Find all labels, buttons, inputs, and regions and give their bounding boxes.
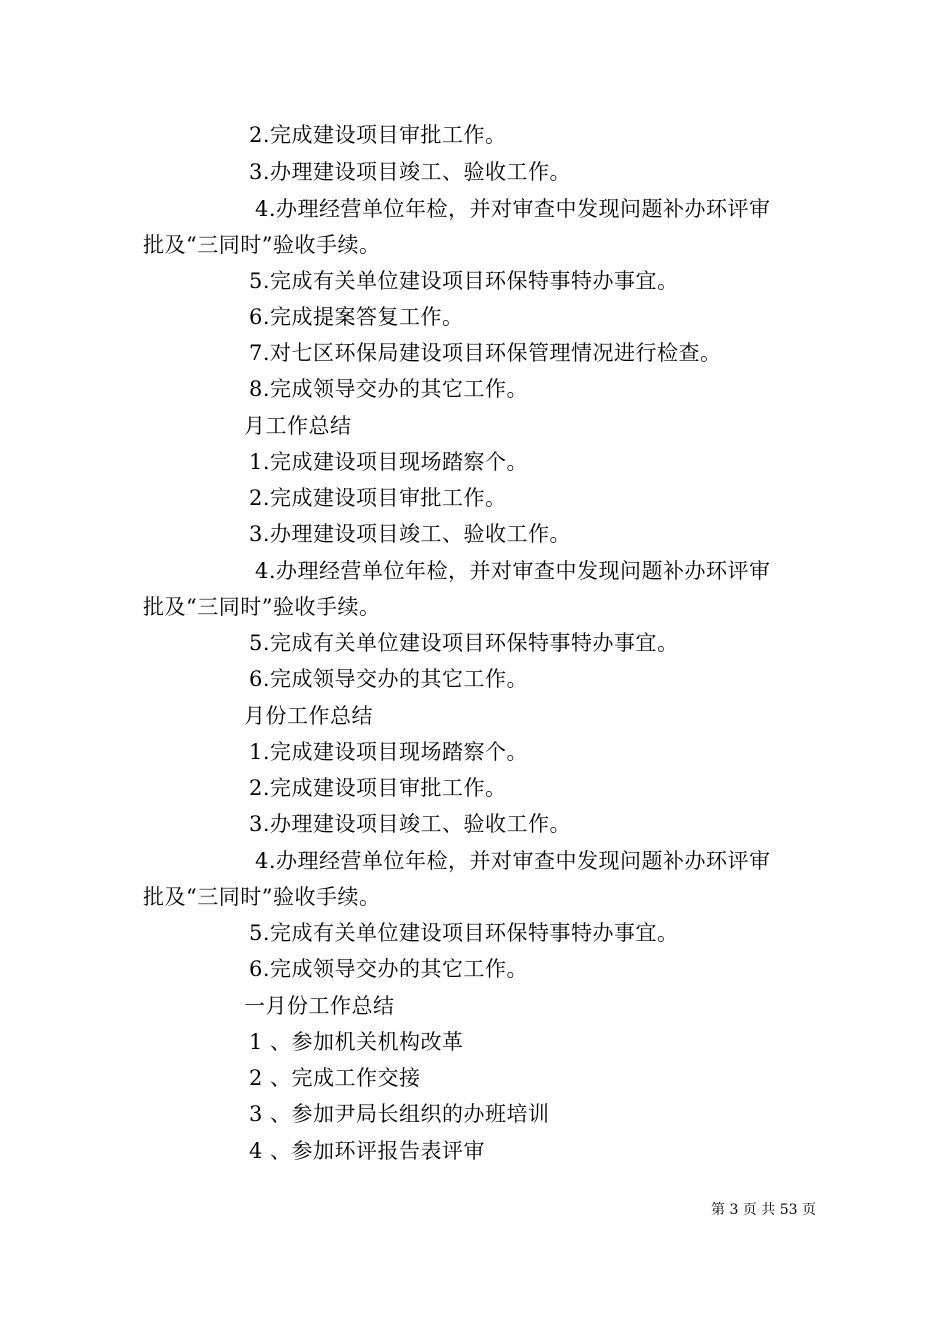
text-line: 1.完成建设项目现场踏察个。	[249, 740, 529, 764]
text-line: 4 、参加环评报告表评审	[249, 1139, 486, 1163]
text-line: 6.完成领导交办的其它工作。	[249, 957, 529, 981]
text-line: 7.对七区环保局建设项目环保管理情况进行检查。	[249, 341, 722, 365]
text-line: 批及“三同时”验收手续。	[143, 885, 381, 909]
text-line: 1.完成建设项目现场踏察个。	[249, 450, 529, 474]
text-line: 4.办理经营单位年检，并对审查中发现问题补办环评审	[255, 197, 771, 221]
text-line: 5.完成有关单位建设项目环保特事特办事宜。	[249, 921, 679, 945]
section-heading: 一月份工作总结	[244, 994, 395, 1018]
text-line: 5.完成有关单位建设项目环保特事特办事宜。	[249, 269, 679, 293]
text-line: 2 、完成工作交接	[249, 1066, 421, 1090]
section-heading: 月份工作总结	[244, 704, 373, 728]
text-line: 批及“三同时”验收手续。	[143, 595, 381, 619]
page-number-footer: 第 3 页 共 53 页	[711, 1202, 816, 1218]
text-line: 4.办理经营单位年检，并对审查中发现问题补办环评审	[255, 849, 771, 873]
text-line: 3.办理建设项目竣工、验收工作。	[249, 160, 572, 184]
text-line: 3.办理建设项目竣工、验收工作。	[249, 812, 572, 836]
text-line: 3.办理建设项目竣工、验收工作。	[249, 522, 572, 546]
text-line: 2.完成建设项目审批工作。	[249, 123, 507, 147]
text-line: 批及“三同时”验收手续。	[143, 233, 381, 257]
text-line: 5.完成有关单位建设项目环保特事特办事宜。	[249, 631, 679, 655]
text-line: 6.完成提案答复工作。	[249, 305, 464, 329]
text-line: 2.完成建设项目审批工作。	[249, 486, 507, 510]
text-line: 2.完成建设项目审批工作。	[249, 776, 507, 800]
text-line: 6.完成领导交办的其它工作。	[249, 667, 529, 691]
text-line: 3 、参加尹局长组织的办班培训	[249, 1102, 550, 1126]
text-line: 8.完成领导交办的其它工作。	[249, 377, 529, 401]
text-line: 4.办理经营单位年检，并对审查中发现问题补办环评审	[255, 559, 771, 583]
text-line: 1 、参加机关机构改革	[249, 1030, 464, 1054]
section-heading: 月工作总结	[244, 414, 352, 438]
